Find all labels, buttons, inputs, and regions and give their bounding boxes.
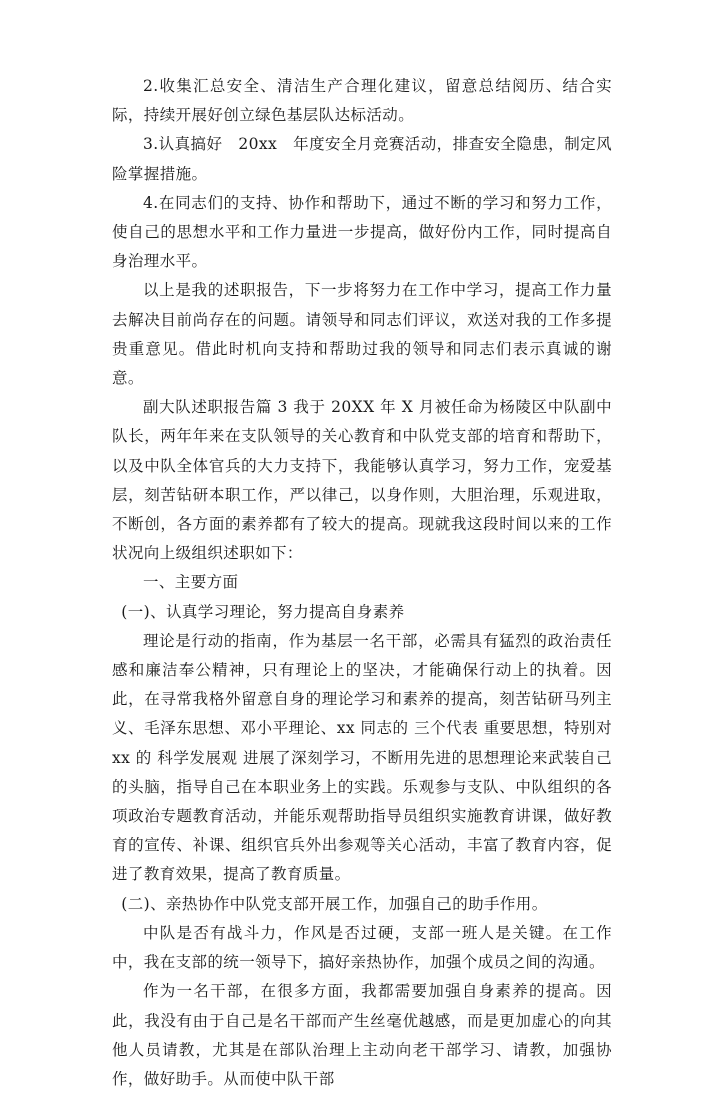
paragraph-report-3-intro: 副大队述职报告篇 3 我于 20XX 年 X 月被任命为杨陵区中队副中队长，两年年来在支队领导的关心教育和中队党支部的培育和帮助下，以及中队全体官兵的大力支持下，我能够认真学习，努力工作，宠爱基层，刻苦钻研本职工作，严以律己，以身作则，大胆治理，乐观进取，不断创，各方面的素养都有了较大的提高。现就我这段时间以来的工作状况向上级组织述职如下： [112,398,612,563]
paragraph-theory: 理论是行动的指南，作为基层一名干部，必需具有猛烈的政治责任感和廉洁奉公精神，只有理论上的坚决，才能确保行动上的执着。因此，在寻常我格外留意自身的理论学习和素养的提高，刻苦钻研马列主义、毛泽东思想、邓小平理论、xx 同志的 三个代表 重要思想，特别对 xx 的 科学发展观 进展了深刻学习，不断用先进的思想理论来武装自己的头脑，指导自己在本职业务上的实践。乐观参与支队、中队组织的各项政治专题教育活动，并能乐观帮助指导员组织实施教育讲课，做好教育的宣传、补课、组织官兵外出参观等关心活动，丰富了教育内容，促进了教育效果，提高了教育质量。 [112,631,612,884]
subsection-heading-2: (二)、亲热协作中队党支部开展工作，加强自己的助手作用。 [121,894,548,913]
paragraph-cadre: 作为一名干部，在很多方面，我都需要加强自身素养的提高。因此，我没有由于自己是名干部而产生丝毫优越感，而是更加虚心的向其他人员请教，尤其是在部队治理上主动向老干部学习、请教，加强协作，做好助手。从而使中队干部 [112,982,612,1088]
section-heading-main: 一、主要方面 [143,573,239,592]
subsection-heading-1: (一)、认真学习理论，努力提高自身素养 [121,602,405,621]
paragraph-item-3: 3.认真搞好 20xx 年度安全月竞赛活动，排查安全隐患，制定风险掌握措施。 [112,135,612,183]
paragraph-item-2: 2.收集汇总安全、清洁生产合理化建议，留意总结阅历、结合实际，持续开展好创立绿色基层队达标活动。 [112,77,612,125]
paragraph-item-4: 4.在同志们的支持、协作和帮助下，通过不断的学习和努力工作，使自己的思想水平和工作力量进一步提高，做好份内工作，同时提高自身治理水平。 [112,193,612,271]
paragraph-closing: 以上是我的述职报告，下一步将努力在工作中学习，提高工作力量去解决目前尚存在的问题。请领导和同志们评议，欢送对我的工作多提贵重意见。借此时机向支持和帮助过我的领导和同志们表示真诚的谢意。 [112,281,612,388]
document-page [112,72,612,1094]
paragraph-squad: 中队是否有战斗力，作风是否过硬，支部一班人是关键。在工作中，我在支部的统一领导下，搞好亲热协作，加强个成员之间的沟通。 [112,923,612,972]
